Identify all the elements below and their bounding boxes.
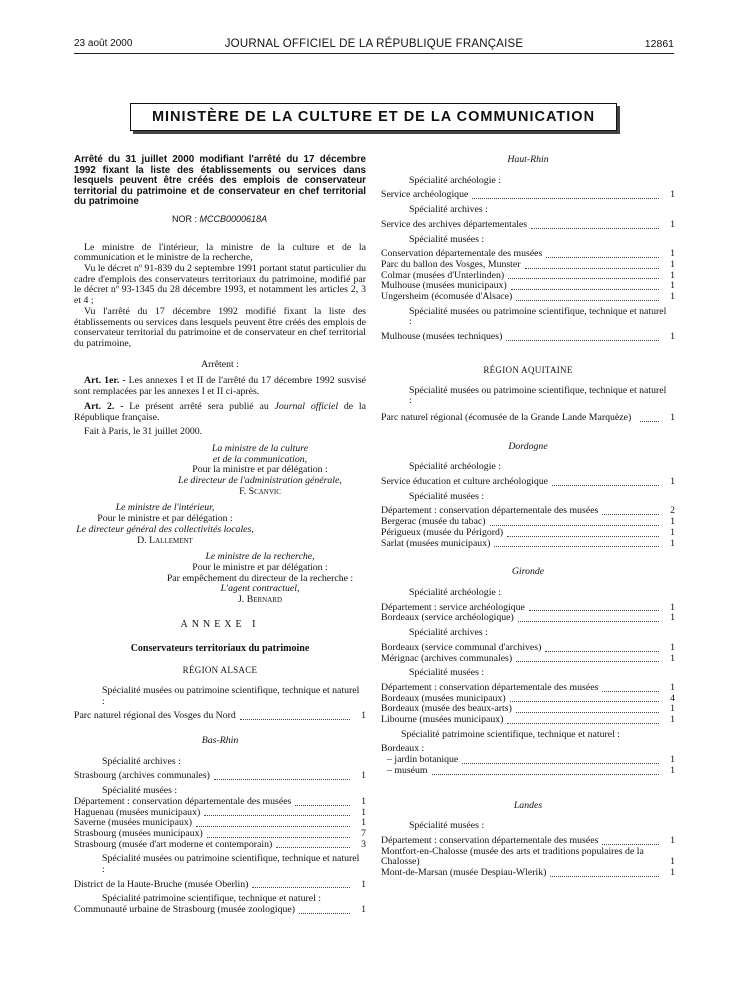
post-count: 1 [670, 681, 675, 693]
post-count: 1 [361, 878, 366, 890]
post-count: 1 [670, 280, 675, 292]
post-count: 1 [670, 258, 675, 270]
signature-line: Pour la ministre et par délégation : [192, 464, 328, 476]
leader-dots [602, 844, 659, 845]
speciality-heading: Spécialité musées : [409, 490, 485, 502]
speciality-heading: Spécialité archéologie : [409, 461, 501, 473]
establishment-name: Service éducation et culture archéologique [381, 476, 549, 488]
department-heading: Haut-Rhin [507, 154, 549, 165]
department-heading: Gironde [511, 566, 545, 578]
article-2-text-end: de la République française. [74, 400, 367, 423]
signature-line: et de la communication, [212, 453, 308, 465]
signature-line: Le ministre de la recherche, [205, 551, 315, 563]
establishment-row [74, 880, 366, 891]
establishment-name: Strasbourg (archives communales) [74, 770, 210, 782]
issue-date: 23 août 2000 [74, 38, 133, 49]
establishment-name: Département : conservation départementale des musées [381, 505, 599, 517]
establishment-name: Colmar (musées d'Unterlinden) [381, 269, 505, 281]
post-count: 1 [670, 331, 675, 343]
establishment-name: Mulhouse (musées municipaux) [381, 280, 507, 292]
post-count: 1 [670, 269, 675, 281]
article-2-label: Art. 2. - [84, 400, 124, 412]
signature-line: Le directeur de l'administration générale, [178, 475, 342, 487]
leader-dots [510, 701, 659, 702]
post-count: 1 [670, 516, 675, 528]
speciality-heading: Spécialité musées : [409, 820, 485, 832]
arretent: Arrêtent : [201, 358, 239, 370]
post-count: 1 [670, 754, 675, 766]
speciality-heading: Spécialité archives : [409, 627, 488, 639]
region-heading: RÉGION ALSACE [182, 665, 258, 676]
establishment-name: Ungersheim (écomusée d'Alsace) [381, 291, 513, 303]
signatory-name: J. Bernard [237, 594, 283, 606]
city-label: Bordeaux : [381, 743, 425, 755]
establishment-name: Bordeaux (musée des beaux-arts) [381, 703, 512, 715]
leader-dots [511, 289, 659, 290]
establishment-name: Mont-de-Marsan (musée Despiau-Wlerik) [381, 867, 547, 879]
article-2 [74, 402, 366, 423]
establishment-row [381, 715, 675, 726]
speciality-heading: Spécialité musées ou patrimoine scientifique, technique et naturel : [102, 853, 360, 876]
post-count: 1 [670, 218, 675, 230]
ministry-heading: MINISTÈRE DE LA CULTURE ET DE LA COMMUNICATION [130, 103, 617, 131]
post-count: 1 [670, 526, 675, 538]
post-count: 1 [670, 612, 675, 624]
establishment-row [74, 797, 366, 808]
establishment-name: Communauté urbaine de Strasbourg (musée zoologique) [74, 904, 296, 916]
leader-dots [432, 774, 659, 775]
post-count: 1 [670, 291, 675, 303]
signature-line: Le ministre de l'intérieur, [115, 502, 215, 514]
establishment-name: Libourne (musées municipaux) [381, 714, 504, 726]
leader-dots [252, 887, 350, 888]
leader-dots [516, 661, 659, 662]
speciality-heading: Spécialité patrimoine scientifique, technique et naturel : [102, 893, 321, 905]
establishment-name: Bordeaux (musées municipaux) [381, 692, 506, 704]
establishment-row [381, 539, 675, 550]
establishment-row [381, 654, 675, 665]
leader-dots [207, 837, 350, 838]
leader-dots [602, 691, 659, 692]
fait-a-paris: Fait à Paris, le 31 juillet 2000. [84, 426, 203, 438]
establishment-row [381, 643, 675, 654]
establishment-row [381, 766, 675, 777]
post-count: 1 [670, 856, 675, 868]
annexe-title: ANNEXE I [180, 618, 260, 630]
post-count: 1 [670, 867, 675, 879]
nor-value: MCCB0000618A [199, 213, 268, 224]
establishment-name: Strasbourg (musées municipaux) [74, 827, 203, 839]
region-heading: RÉGION AQUITAINE [483, 364, 573, 375]
leader-dots [602, 514, 659, 515]
leader-dots [507, 536, 659, 537]
establishment-row [381, 528, 675, 539]
post-count: 1 [670, 703, 675, 715]
post-count: 1 [670, 601, 675, 613]
page-number: 12861 [644, 38, 674, 50]
article-2-italic: Journal officiel [274, 400, 339, 412]
leader-dots [508, 278, 659, 279]
leader-dots [518, 621, 659, 622]
post-count: 1 [361, 904, 366, 916]
establishment-row [381, 292, 675, 303]
leader-dots [552, 485, 659, 486]
signature-culture [74, 444, 366, 498]
post-count: 4 [670, 692, 675, 704]
establishment-name: Mérignac (archives communales) [381, 652, 513, 664]
establishment-name: Département : conservation départementale des musées [74, 795, 292, 807]
signatory-name: F. Scanvic [239, 485, 281, 497]
establishment-name: Service des archives départementales [381, 218, 528, 230]
signature-line: L'agent contractuel, [220, 583, 300, 595]
post-count: 1 [670, 764, 675, 776]
speciality-heading: Spécialité archives : [102, 755, 181, 767]
establishment-row [381, 190, 675, 201]
speciality-heading: Spécialité musées ou patrimoine scientifique, technique et naturel : [409, 305, 667, 328]
establishment-name: Saverne (musées municipaux) [74, 817, 193, 829]
establishment-row [381, 220, 675, 231]
establishment-name: – jardin botanique [387, 754, 459, 766]
establishment-name: Strasbourg (musée d'art moderne et contemporain) [74, 838, 273, 850]
leader-dots [531, 228, 659, 229]
post-count: 1 [361, 817, 366, 829]
leader-dots [516, 300, 659, 301]
post-count: 1 [670, 189, 675, 201]
nor-label: NOR : [172, 213, 198, 224]
preamble-paragraph: Le ministre de l'intérieur, la ministre de la culture et de la communication et le ministre de la recherche, [74, 241, 366, 264]
leader-dots [550, 876, 659, 877]
establishment-name: Département : conservation départementale des musées [381, 834, 599, 846]
speciality-heading: Spécialité patrimoine scientifique, technique et naturel : [401, 728, 620, 740]
right-column [381, 155, 675, 879]
post-count: 1 [670, 537, 675, 549]
article-1-label: Art. 1er. - [84, 375, 126, 387]
article-1-text: Les annexes I et II de l'arrêté du 17 décembre 1992 susvisé sont remplacées par les annexes I et II ci-après. [74, 375, 366, 398]
leader-dots [295, 805, 350, 806]
signature-interieur [74, 503, 366, 546]
leader-dots [494, 546, 659, 547]
establishment-row [381, 868, 675, 879]
post-count: 1 [670, 411, 675, 423]
establishment-name: Bordeaux (service communal d'archives) [381, 641, 542, 653]
department-heading: Landes [513, 799, 543, 811]
signature-line: La ministre de la culture [211, 442, 309, 454]
decree-title: Arrêté du 31 juillet 2000 modifiant l'arrêté du 17 décembre 1992 fixant la liste des établissements ou services dans lesquels peuvent être créés des emplois de conservateur territorial du patrimoine et de conservateur en chef territorial du patrimoine [74, 154, 366, 208]
establishment-name: – muséum [387, 764, 428, 776]
leader-dots [506, 340, 659, 341]
establishment-row [381, 847, 675, 868]
leader-dots [525, 268, 659, 269]
post-count: 1 [670, 248, 675, 260]
establishment-name: Montfort-en-Chalosse (musée des arts et traditions populaires de la Chalosse) [381, 845, 644, 868]
establishment-name: Service archéologique [381, 189, 469, 201]
establishment-row [381, 332, 675, 343]
left-column [74, 155, 366, 916]
establishment-row [381, 477, 675, 488]
leader-dots [276, 847, 350, 848]
speciality-heading: Spécialité archéologie : [409, 586, 501, 598]
leader-dots [490, 525, 659, 526]
nor-reference [172, 214, 366, 225]
post-count: 2 [670, 505, 675, 517]
establishment-row [74, 771, 366, 782]
post-count: 1 [670, 652, 675, 664]
establishment-name: Département : conservation départementale des musées [381, 681, 599, 693]
establishment-name: Haguenau (musées municipaux) [74, 806, 201, 818]
establishment-name: Bordeaux (service archéologique) [381, 612, 514, 624]
signature-line: Pour le ministre et par délégation : [97, 513, 233, 525]
post-count: 1 [670, 476, 675, 488]
department-heading: Bas-Rhin [201, 734, 239, 746]
establishment-name: Parc naturel régional des Vosges du Nord [74, 710, 236, 722]
post-count: 1 [361, 710, 366, 722]
leader-dots [214, 779, 350, 780]
establishment-name: Conservation départementale des musées [381, 248, 543, 260]
establishment-row [381, 413, 675, 424]
speciality-heading: Spécialité archéologie : [409, 174, 501, 186]
annexe-subtitle: Conservateurs territoriaux du patrimoine [130, 643, 310, 655]
establishment-name: Parc du ballon des Vosges, Munster [381, 258, 521, 270]
establishment-name: Sarlat (musées municipaux) [381, 537, 491, 549]
establishment-row [74, 840, 366, 851]
establishment-row [381, 613, 675, 624]
speciality-heading: Spécialité musées : [409, 667, 485, 679]
speciality-heading: Spécialité musées : [409, 233, 485, 245]
leader-dots [516, 712, 659, 713]
establishment-row [74, 829, 366, 840]
leader-dots [545, 651, 659, 652]
leader-dots [546, 257, 659, 258]
establishment-row [74, 905, 366, 916]
post-count: 1 [670, 641, 675, 653]
article-2-text: Le présent arrêté sera publié au [129, 400, 269, 412]
signatory-name: D. Lallement [137, 534, 193, 546]
post-count: 1 [361, 795, 366, 807]
establishment-name: Département : service archéologique [381, 601, 525, 613]
establishment-name: Périgueux (musée du Périgord) [381, 526, 504, 538]
establishment-name: Bergerac (musée du tabac) [381, 516, 486, 528]
preamble-paragraph: Vu l'arrêté du 17 décembre 1992 modifié fixant la liste des établissements ou services dans lesquels peuvent être créés des emplois de conservateur territorial du patrimoine et de conservateur en chef territorial du patrimoine, [74, 305, 366, 349]
establishment-name: Parc naturel régional (écomusée de la Grande Lande Marquèze) [381, 411, 632, 423]
leader-dots [204, 815, 350, 816]
post-count: 1 [670, 714, 675, 726]
leader-dots [640, 421, 659, 422]
journal-title: JOURNAL OFFICIEL DE LA RÉPUBLIQUE FRANÇAISE [224, 38, 524, 50]
leader-dots [299, 913, 350, 914]
post-count: 1 [361, 770, 366, 782]
speciality-heading: Spécialité archives : [409, 204, 488, 216]
header-rule [74, 53, 674, 54]
post-count: 1 [361, 806, 366, 818]
post-count: 1 [670, 834, 675, 846]
signature-line: Par empêchement du directeur de la recherche : [166, 572, 354, 584]
speciality-heading: Spécialité musées : [102, 785, 178, 797]
preamble-paragraph: Vu le décret nº 91-839 du 2 septembre 1991 portant statut particulier du cadre d'emplois des conservateurs territoriaux du patrimoine, modifié par le décret nº 93-1345 du 28 décembre 1993, et notamment les articles 2, 3 et 4 ; [74, 263, 366, 307]
leader-dots [529, 610, 659, 611]
department-heading: Dordogne [508, 440, 548, 452]
speciality-heading: Spécialité musées ou patrimoine scientifique, technique et naturel : [102, 684, 360, 707]
signature-line: Pour le ministre et par délégation : [192, 561, 328, 573]
establishment-name: District de la Haute-Bruche (musée Oberlin) [74, 878, 249, 890]
leader-dots [472, 198, 659, 199]
signature-line: Le directeur général des collectivités locales, [76, 523, 254, 535]
establishment-name: Mulhouse (musées techniques) [381, 331, 503, 343]
speciality-heading: Spécialité musées ou patrimoine scientifique, technique et naturel : [409, 384, 667, 407]
leader-dots [462, 763, 659, 764]
establishment-row [381, 683, 675, 694]
leader-dots [196, 826, 350, 827]
running-header [0, 0, 748, 50]
signature-recherche [74, 552, 366, 606]
establishment-row [74, 711, 366, 722]
post-count: 7 [361, 827, 366, 839]
leader-dots [507, 723, 659, 724]
post-count: 3 [361, 838, 366, 850]
leader-dots [240, 719, 350, 720]
article-1 [74, 376, 366, 397]
